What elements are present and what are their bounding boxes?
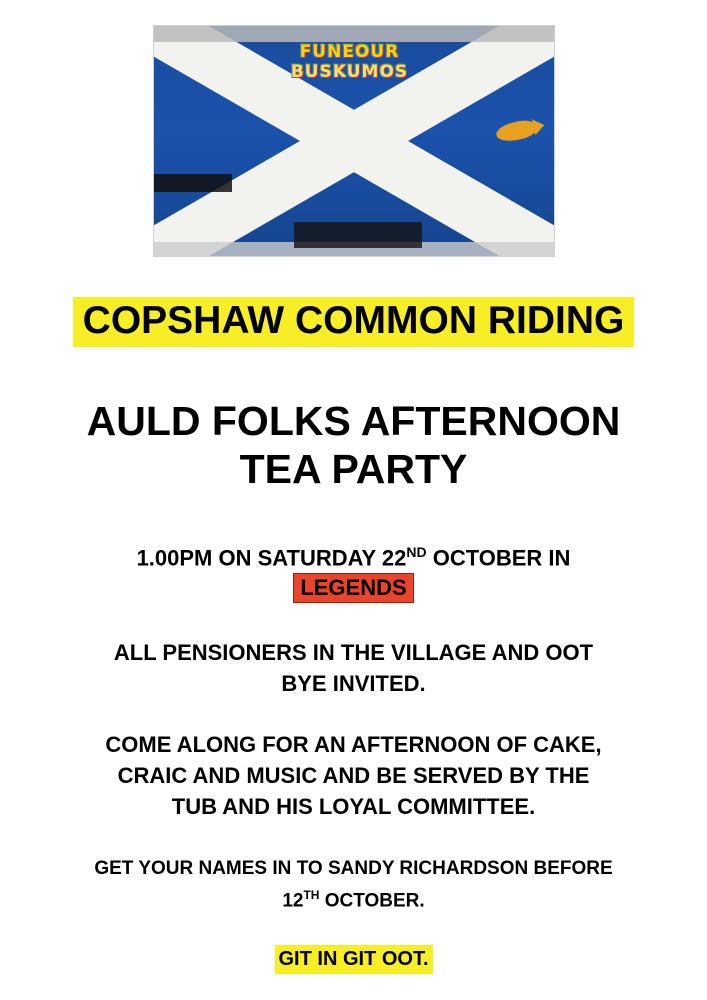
rsvp-month: OCTOBER.: [319, 890, 425, 912]
rsvp-line-2: [34, 882, 674, 914]
venue-name: LEGENDS: [293, 573, 413, 603]
invite-line-2: BYE INVITED.: [281, 671, 426, 697]
closing-slogan: GIT IN GIT OOT.: [275, 945, 433, 974]
rsvp-ordinal: TH: [303, 888, 320, 903]
headline-line-1: AULD FOLKS AFTERNOON: [86, 398, 621, 444]
banner-lettering: [250, 42, 450, 82]
banner-line-1: FUNEOUR: [299, 42, 400, 62]
venue-line: [34, 573, 674, 603]
rsvp-text: [34, 856, 674, 914]
when-ordinal: ND: [406, 544, 427, 560]
rsvp-day: 12: [282, 890, 304, 912]
photo-dark-bar-left: [154, 174, 232, 192]
rsvp-line-1: GET YOUR NAMES IN TO SANDY RICHARDSON BEFORE: [94, 858, 613, 880]
headline-line-2: TEA PARTY: [239, 446, 468, 492]
when-prefix: 1.00PM ON SATURDAY 22: [136, 545, 407, 571]
banner-line-2: BUSKUMOS: [290, 62, 409, 82]
photo-dark-bar-middle: [294, 222, 422, 248]
event-datetime: [34, 537, 674, 603]
page-title: COPSHAW COMMON RIDING: [73, 297, 635, 347]
invite-line-1: ALL PENSIONERS IN THE VILLAGE AND OOT: [113, 640, 594, 666]
body-text: [44, 729, 664, 822]
event-headline: [34, 397, 674, 493]
invitation-text: [44, 637, 664, 699]
saltire-flag-photo: [153, 25, 555, 257]
body-line-1: COME ALONG FOR AN AFTERNOON OF CAKE,: [105, 732, 602, 758]
body-line-3: TUB AND HIS LOYAL COMMITTEE.: [171, 794, 536, 820]
photo-top-strip: [154, 26, 554, 42]
body-line-2: CRAIC AND MUSIC AND BE SERVED BY THE: [117, 763, 590, 789]
when-suffix: OCTOBER IN: [426, 545, 571, 571]
